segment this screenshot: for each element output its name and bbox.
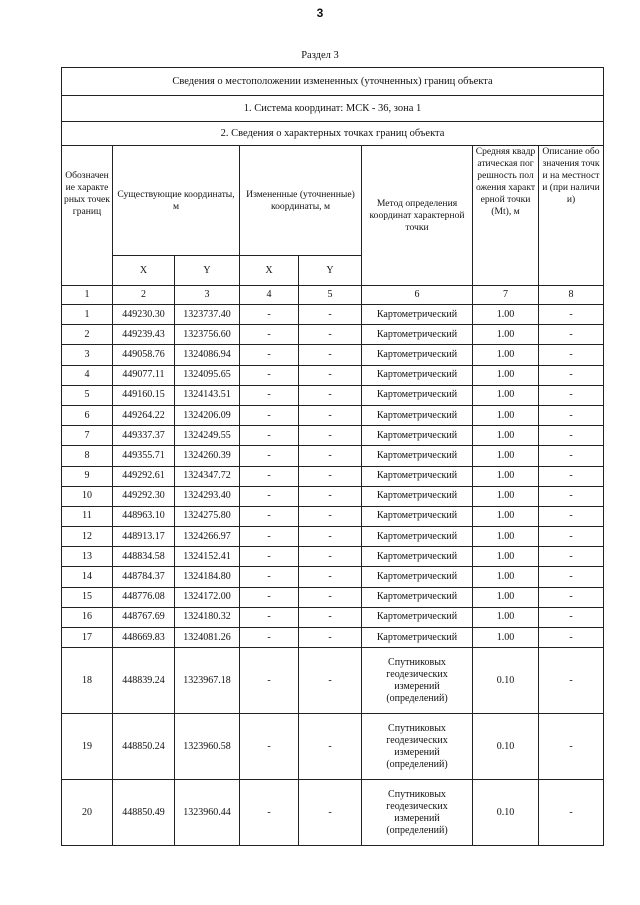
cell-new-y: - <box>299 714 362 780</box>
table-title: Сведения о местоположении измененных (уточненных) границ объекта <box>62 68 604 96</box>
cell-new-x: - <box>240 506 299 526</box>
cell-point-number: 18 <box>62 648 113 714</box>
cell-y: 1323967.18 <box>175 648 240 714</box>
cell-y: 1324095.65 <box>175 365 240 385</box>
cell-new-y: - <box>299 426 362 446</box>
cell-error: 1.00 <box>473 547 539 567</box>
cell-y: 1324249.55 <box>175 426 240 446</box>
table-row <box>62 305 604 325</box>
cell-point-number: 1 <box>62 305 113 325</box>
cell-new-x: - <box>240 365 299 385</box>
column-numbers-row <box>62 286 604 305</box>
cell-method: Картометрический <box>362 587 473 607</box>
cell-x: 448963.10 <box>113 506 175 526</box>
cell-x: 448767.69 <box>113 607 175 627</box>
cell-point-number: 11 <box>62 506 113 526</box>
cell-new-y: - <box>299 305 362 325</box>
table-row <box>62 426 604 446</box>
cell-description: - <box>539 628 604 648</box>
page-number: 3 <box>316 6 324 20</box>
cell-error: 0.10 <box>473 648 539 714</box>
table-row <box>62 365 604 385</box>
cell-point-number: 6 <box>62 405 113 425</box>
cell-y: 1323737.40 <box>175 305 240 325</box>
cell-description: - <box>539 527 604 547</box>
header-method: Метод определения координат характерной точки <box>362 146 473 286</box>
cell-x: 449355.71 <box>113 446 175 466</box>
cell-point-number: 9 <box>62 466 113 486</box>
cell-error: 1.00 <box>473 325 539 345</box>
cell-description: - <box>539 365 604 385</box>
cell-new-y: - <box>299 325 362 345</box>
cell-y: 1324347.72 <box>175 466 240 486</box>
cell-new-y: - <box>299 567 362 587</box>
cell-x: 448669.83 <box>113 628 175 648</box>
cell-error: 1.00 <box>473 345 539 365</box>
cell-new-y: - <box>299 385 362 405</box>
cell-new-x: - <box>240 486 299 506</box>
cell-new-y: - <box>299 446 362 466</box>
cell-description: - <box>539 648 604 714</box>
table-row <box>62 567 604 587</box>
cell-new-y: - <box>299 780 362 846</box>
cell-description: - <box>539 607 604 627</box>
cell-new-y: - <box>299 648 362 714</box>
cell-description: - <box>539 780 604 846</box>
table-row <box>62 325 604 345</box>
cell-point-number: 15 <box>62 587 113 607</box>
table-row <box>62 628 604 648</box>
cell-x: 449292.61 <box>113 466 175 486</box>
header-existing-coordinates: Существующие координаты, м <box>113 146 240 256</box>
table-row <box>62 547 604 567</box>
cell-point-number: 2 <box>62 325 113 345</box>
cell-description: - <box>539 446 604 466</box>
cell-description: - <box>539 506 604 526</box>
cell-new-y: - <box>299 345 362 365</box>
cell-y: 1324081.26 <box>175 628 240 648</box>
cell-point-number: 19 <box>62 714 113 780</box>
cell-description: - <box>539 466 604 486</box>
table-row <box>62 446 604 466</box>
header-description: Описание обозначения точки на местности (при наличии) <box>539 146 604 286</box>
cell-new-x: - <box>240 587 299 607</box>
cell-description: - <box>539 405 604 425</box>
cell-error: 1.00 <box>473 426 539 446</box>
cell-point-number: 4 <box>62 365 113 385</box>
table-row <box>62 345 604 365</box>
cell-method: Картометрический <box>362 628 473 648</box>
table-row <box>62 780 604 846</box>
cell-method: Картометрический <box>362 486 473 506</box>
cell-x: 449230.30 <box>113 305 175 325</box>
cell-method: Спутниковых геодезических измерений (определений) <box>362 780 473 846</box>
cell-x: 449058.76 <box>113 345 175 365</box>
cell-error: 1.00 <box>473 365 539 385</box>
points-caption-row: 2. Сведения о характерных точках границ объекта <box>62 122 604 146</box>
cell-point-number: 16 <box>62 607 113 627</box>
cell-method: Картометрический <box>362 426 473 446</box>
column-number: 6 <box>362 286 473 305</box>
header-changed-coordinates: Измененные (уточненные) координаты, м <box>240 146 362 256</box>
cell-x: 449077.11 <box>113 365 175 385</box>
cell-new-x: - <box>240 426 299 446</box>
cell-y: 1324143.51 <box>175 385 240 405</box>
cell-x: 448834.58 <box>113 547 175 567</box>
cell-point-number: 20 <box>62 780 113 846</box>
cell-new-x: - <box>240 325 299 345</box>
cell-y: 1324275.80 <box>175 506 240 526</box>
cell-new-y: - <box>299 527 362 547</box>
table-row <box>62 405 604 425</box>
cell-new-x: - <box>240 385 299 405</box>
cell-method: Картометрический <box>362 365 473 385</box>
header-existing-y: Y <box>175 256 240 286</box>
cell-description: - <box>539 305 604 325</box>
cell-new-y: - <box>299 405 362 425</box>
table-row <box>62 466 604 486</box>
cell-method: Картометрический <box>362 506 473 526</box>
header-changed-y: Y <box>299 256 362 286</box>
cell-new-y: - <box>299 628 362 648</box>
cell-description: - <box>539 385 604 405</box>
cell-point-number: 13 <box>62 547 113 567</box>
boundary-points-table <box>61 67 604 846</box>
cell-point-number: 5 <box>62 385 113 405</box>
header-error: Средняя квадратическая погрешность положения характерной точки (Mt), м <box>473 146 539 286</box>
cell-method: Спутниковых геодезических измерений (определений) <box>362 714 473 780</box>
cell-x: 449292.30 <box>113 486 175 506</box>
cell-x: 448839.24 <box>113 648 175 714</box>
cell-x: 449264.22 <box>113 405 175 425</box>
cell-new-y: - <box>299 506 362 526</box>
cell-method: Картометрический <box>362 345 473 365</box>
cell-description: - <box>539 486 604 506</box>
cell-description: - <box>539 714 604 780</box>
cell-new-x: - <box>240 628 299 648</box>
cell-new-x: - <box>240 527 299 547</box>
cell-y: 1323960.58 <box>175 714 240 780</box>
cell-error: 1.00 <box>473 385 539 405</box>
header-designation: Обозначение характерных точек границ <box>62 146 113 286</box>
cell-new-x: - <box>240 466 299 486</box>
table-row <box>62 714 604 780</box>
cell-error: 1.00 <box>473 486 539 506</box>
cell-new-y: - <box>299 587 362 607</box>
table-row <box>62 527 604 547</box>
cell-x: 448850.49 <box>113 780 175 846</box>
cell-point-number: 10 <box>62 486 113 506</box>
cell-new-y: - <box>299 466 362 486</box>
cell-method: Картометрический <box>362 607 473 627</box>
cell-y: 1324260.39 <box>175 446 240 466</box>
cell-method: Картометрический <box>362 305 473 325</box>
cell-method: Картометрический <box>362 466 473 486</box>
cell-new-x: - <box>240 405 299 425</box>
cell-x: 448850.24 <box>113 714 175 780</box>
cell-new-x: - <box>240 607 299 627</box>
table-row <box>62 607 604 627</box>
cell-y: 1324152.41 <box>175 547 240 567</box>
cell-error: 1.00 <box>473 446 539 466</box>
cell-new-x: - <box>240 446 299 466</box>
table-row <box>62 648 604 714</box>
cell-error: 1.00 <box>473 527 539 547</box>
cell-error: 1.00 <box>473 567 539 587</box>
cell-x: 449239.43 <box>113 325 175 345</box>
cell-y: 1324184.80 <box>175 567 240 587</box>
cell-method: Картометрический <box>362 325 473 345</box>
cell-new-x: - <box>240 648 299 714</box>
column-number: 3 <box>175 286 240 305</box>
cell-new-y: - <box>299 547 362 567</box>
cell-x: 448784.37 <box>113 567 175 587</box>
cell-method: Спутниковых геодезических измерений (определений) <box>362 648 473 714</box>
cell-point-number: 12 <box>62 527 113 547</box>
table-row <box>62 385 604 405</box>
cell-point-number: 8 <box>62 446 113 466</box>
cell-error: 1.00 <box>473 587 539 607</box>
cell-method: Картометрический <box>362 527 473 547</box>
cell-point-number: 7 <box>62 426 113 446</box>
cell-new-y: - <box>299 607 362 627</box>
cell-error: 0.10 <box>473 714 539 780</box>
cell-y: 1323756.60 <box>175 325 240 345</box>
cell-error: 1.00 <box>473 506 539 526</box>
cell-y: 1324293.40 <box>175 486 240 506</box>
cell-point-number: 14 <box>62 567 113 587</box>
cell-new-y: - <box>299 486 362 506</box>
cell-error: 1.00 <box>473 405 539 425</box>
cell-point-number: 3 <box>62 345 113 365</box>
cell-method: Картометрический <box>362 567 473 587</box>
header-changed-x: X <box>240 256 299 286</box>
cell-y: 1324172.00 <box>175 587 240 607</box>
cell-description: - <box>539 547 604 567</box>
cell-error: 1.00 <box>473 607 539 627</box>
cell-new-x: - <box>240 567 299 587</box>
column-number: 1 <box>62 286 113 305</box>
column-number: 7 <box>473 286 539 305</box>
cell-description: - <box>539 587 604 607</box>
cell-method: Картометрический <box>362 446 473 466</box>
cell-x: 449337.37 <box>113 426 175 446</box>
cell-y: 1324206.09 <box>175 405 240 425</box>
cell-method: Картометрический <box>362 405 473 425</box>
cell-y: 1324086.94 <box>175 345 240 365</box>
cell-new-x: - <box>240 780 299 846</box>
cell-description: - <box>539 345 604 365</box>
cell-new-x: - <box>240 714 299 780</box>
cell-x: 448913.17 <box>113 527 175 547</box>
cell-point-number: 17 <box>62 628 113 648</box>
cell-error: 0.10 <box>473 780 539 846</box>
cell-error: 1.00 <box>473 628 539 648</box>
column-number: 2 <box>113 286 175 305</box>
cell-y: 1324180.32 <box>175 607 240 627</box>
column-number: 5 <box>299 286 362 305</box>
table-row <box>62 486 604 506</box>
cell-new-x: - <box>240 305 299 325</box>
cell-new-x: - <box>240 547 299 567</box>
cell-description: - <box>539 426 604 446</box>
column-number: 8 <box>539 286 604 305</box>
cell-method: Картометрический <box>362 547 473 567</box>
cell-x: 448776.08 <box>113 587 175 607</box>
cell-x: 449160.15 <box>113 385 175 405</box>
cell-error: 1.00 <box>473 466 539 486</box>
cell-method: Картометрический <box>362 385 473 405</box>
section-label: Раздел 3 <box>301 50 339 61</box>
cell-new-y: - <box>299 365 362 385</box>
table-row <box>62 506 604 526</box>
cell-error: 1.00 <box>473 305 539 325</box>
cell-y: 1324266.97 <box>175 527 240 547</box>
header-existing-x: X <box>113 256 175 286</box>
cell-y: 1323960.44 <box>175 780 240 846</box>
coordinate-system-row: 1. Система координат: МСК - 36, зона 1 <box>62 96 604 122</box>
cell-description: - <box>539 325 604 345</box>
column-number: 4 <box>240 286 299 305</box>
cell-new-x: - <box>240 345 299 365</box>
table-row <box>62 587 604 607</box>
cell-description: - <box>539 567 604 587</box>
